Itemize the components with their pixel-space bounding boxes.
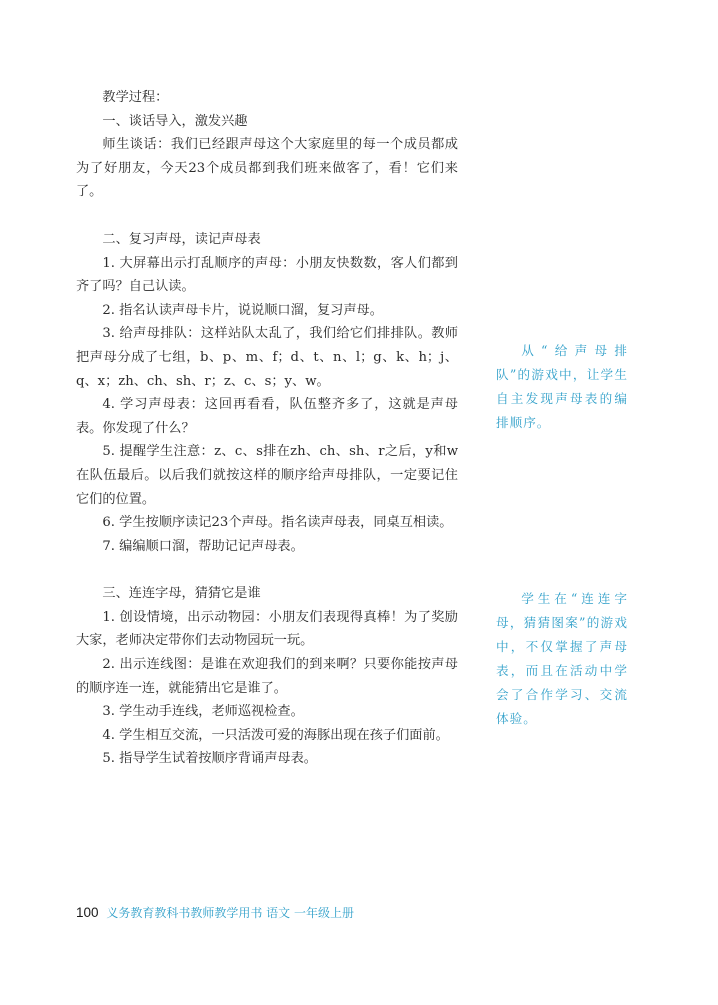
section-2-paragraph-1: 1. 大屏幕出示打乱顺序的声母：小朋友快数数，客人们都到齐了吗？自己认读。 <box>76 255 458 295</box>
sidenote-2-text: 学生在“连连字母，猜猜图案”的游戏中，不仅掌握了声母表，而且在活动中学会了合作学习、交流体验。 <box>496 591 628 726</box>
section-2-paragraph-6: 6. 学生按顺序读记23个声母。指名读声母表，同桌互相读。 <box>102 515 453 531</box>
section-3-paragraph-5: 5. 指导学生试着按顺序背诵声母表。 <box>102 751 317 767</box>
page-footer <box>76 904 354 922</box>
section-2-paragraph-2: 2. 指名认读声母卡片，说说顺口溜，复习声母。 <box>102 302 383 318</box>
section-1-paragraph-1: 师生谈话：我们已经跟声母这个大家庭里的每一个成员都成为了好朋友，今天23个成员都到我们班来做客了，看！它们来了。 <box>76 137 458 200</box>
teaching-process-heading: 教学过程： <box>102 90 169 105</box>
section-2-paragraph-5: 5. 提醒学生注意：z、c、s排在zh、ch、sh、r之后，y和w在队伍最后。以后我们就按这样的顺序给声母排队，一定要记住它们的位置。 <box>76 444 458 507</box>
main-text-column <box>76 86 458 771</box>
section-gap <box>76 558 458 582</box>
section-2-title: 二、复习声母，读记声母表 <box>102 231 261 247</box>
section-2-paragraph-7: 7. 编编顺口溜，帮助记记声母表。 <box>102 538 304 554</box>
section-gap <box>76 204 458 228</box>
section-3-paragraph-2: 2. 出示连线图：是谁在欢迎我们的到来啊？只要你能按声母的顺序连一连，就能猜出它是谁了。 <box>76 657 458 696</box>
section-3-paragraph-3: 3. 学生动手连线，老师巡视检查。 <box>102 704 304 720</box>
section-2-paragraph-3: 3. 给声母排队：这样站队太乱了，我们给它们排排队。教师把声母分成了七组，b、p、m、f；d、t、n、l；g、k、h；j、q、x；zh、ch、sh、r；z、c、s；y、w。 <box>76 326 458 389</box>
section-3-title: 三、连连字母，猜猜它是谁 <box>102 586 261 602</box>
section-1-title: 一、谈话导入，激发兴趣 <box>102 113 248 129</box>
sidenote-1 <box>496 339 628 435</box>
book-title: 义务教育教科书教师教学用书 语文 一年级上册 <box>106 906 354 920</box>
sidenote-2 <box>496 587 628 731</box>
section-2-paragraph-4: 4. 学习声母表：这回再看看，队伍整齐多了，这就是声母表。你发现了什么？ <box>76 397 458 436</box>
sidenote-1-text: 从“给声母排队”的游戏中，让学生自主发现声母表的编排顺序。 <box>496 343 628 430</box>
section-3-paragraph-1: 1. 创设情境，出示动物园：小朋友们表现得真棒！为了奖励大家，老师决定带你们去动物园玩一玩。 <box>76 609 458 649</box>
section-3-paragraph-4: 4. 学生相互交流，一只活泼可爱的海豚出现在孩子们面前。 <box>102 727 449 743</box>
page-number: 100 <box>76 905 99 920</box>
